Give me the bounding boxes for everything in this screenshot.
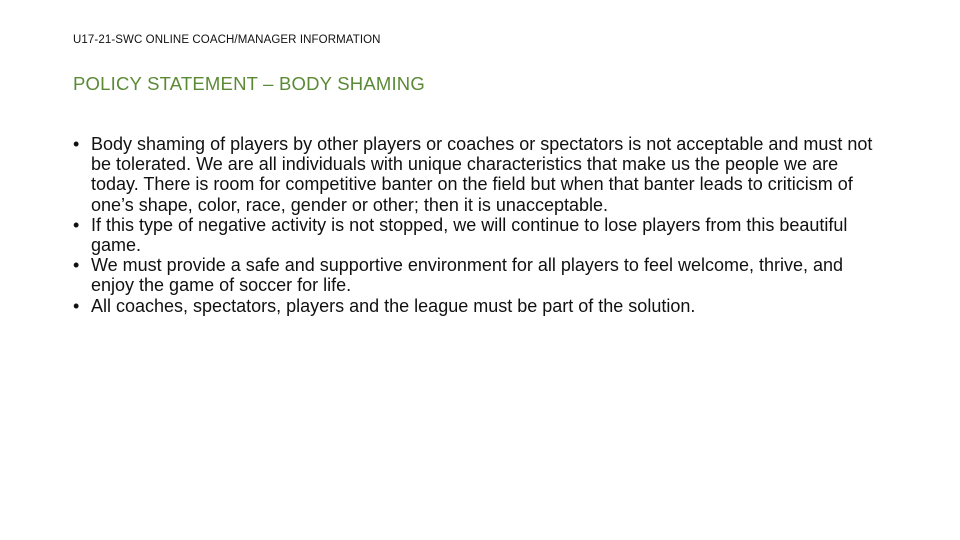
bullet-list xyxy=(73,134,873,316)
header-text: U17-21-SWC ONLINE COACH/MANAGER INFORMATION xyxy=(73,34,381,46)
bullet-item-3 xyxy=(73,255,873,295)
bullet-text: Body shaming of players by other players or coaches or spectators is not acceptable and must not be tolerated. We are all individuals with unique characteristics that make us the people we are today. There is room for competitive banter on the field but when that banter leads to criticism of one’s shape, color, race, gender or other; then it is unacceptable. xyxy=(91,134,873,215)
page-title: POLICY STATEMENT – BODY SHAMING xyxy=(73,73,425,94)
bullet-text: We must provide a safe and supportive environment for all players to feel welcome, thrive, and enjoy the game of soccer for life. xyxy=(91,255,844,296)
bullet-text: If this type of negative activity is not stopped, we will continue to lose players from this beautiful game. xyxy=(91,214,848,256)
bullet-symbol: • xyxy=(73,214,80,235)
bullet-item-1 xyxy=(73,134,873,215)
bullet-text: All coaches, spectators, players and the league must be part of the solution. xyxy=(91,295,696,316)
bullet-item-2 xyxy=(73,215,873,255)
bullet-symbol: • xyxy=(73,295,80,316)
bullet-item-4 xyxy=(73,296,873,316)
bullet-symbol: • xyxy=(73,134,80,154)
bullet-symbol: • xyxy=(73,255,80,276)
